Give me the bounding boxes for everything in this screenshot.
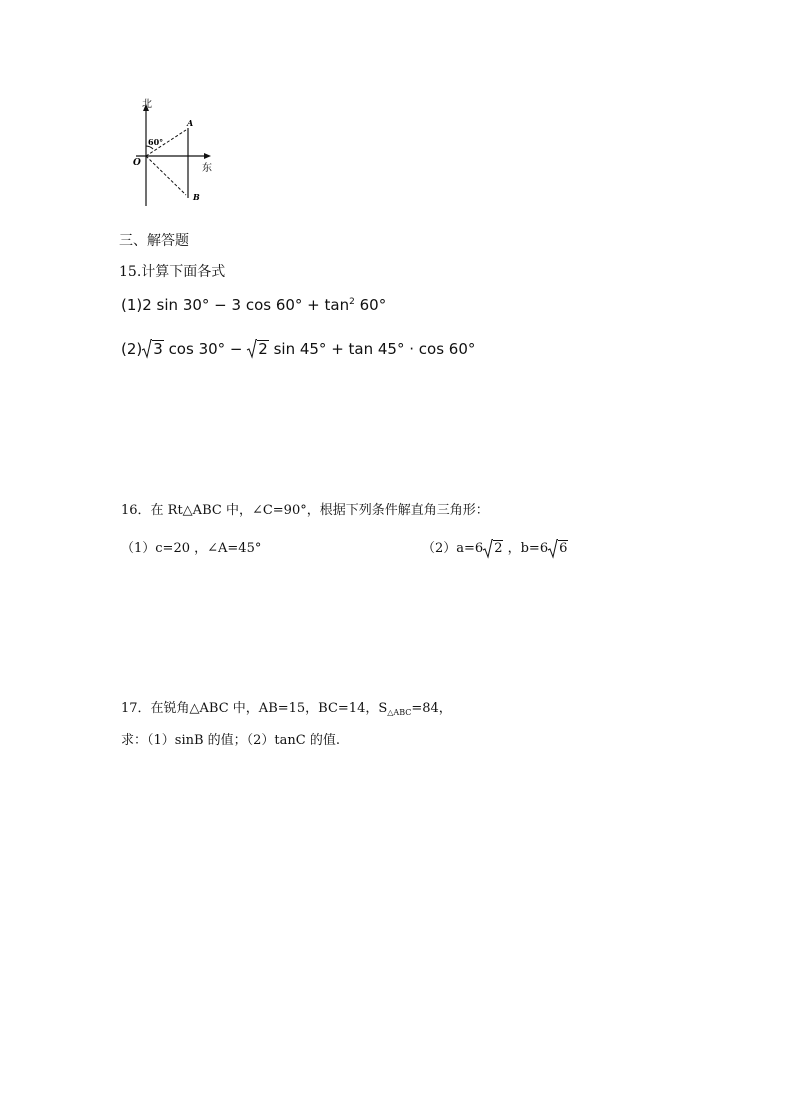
formula-2-prefix: (2) xyxy=(121,340,143,358)
part-2-a-label: （2）a=6 xyxy=(422,541,484,556)
q17-prefix: 17．在锐角△ABC 中，AB=15，BC=14，S xyxy=(121,701,388,716)
radical-sign-icon xyxy=(548,539,558,558)
question-15-formula-2 xyxy=(121,340,475,358)
question-15-formula-1 xyxy=(121,296,386,314)
question-15-title: 15.计算下面各式 xyxy=(119,264,226,280)
origin-label: O xyxy=(133,158,141,168)
part-2-b-label: ，b=6 xyxy=(503,541,549,556)
compass-figure xyxy=(122,98,222,208)
sqrt-2-a: 2 xyxy=(483,540,503,557)
sqrt-6-b: 6 xyxy=(548,540,568,557)
question-16-title: 16．在 Rt△ABC 中，∠C=90°，根据下列条件解直角三角形： xyxy=(121,503,489,518)
sqrt-2: 2 xyxy=(247,340,269,358)
q17-subscript: △ABC xyxy=(387,708,412,717)
sqrt-3: 3 xyxy=(142,340,164,358)
east-arrow xyxy=(204,153,211,159)
q17-suffix: =84， xyxy=(411,701,452,716)
question-17-line-1 xyxy=(121,697,452,717)
question-16-part-2 xyxy=(422,537,568,557)
point-a-label: A xyxy=(187,118,194,128)
north-label: 北 xyxy=(142,99,152,110)
formula-2-mid-2: sin 45° + tan 45° · cos 60° xyxy=(268,340,476,358)
formula-2-mid-1: cos 30° − xyxy=(163,340,248,358)
angle-label: 60° xyxy=(148,137,164,147)
formula-1-suffix: 60° xyxy=(354,296,387,314)
point-b-label: B xyxy=(193,192,200,202)
radical-sign-icon xyxy=(247,339,257,358)
radical-sign-icon xyxy=(483,539,493,558)
radical-sign-icon xyxy=(142,339,152,358)
section-heading: 三、解答题 xyxy=(119,233,189,249)
formula-1-exponent: 2 xyxy=(349,297,355,307)
dashed-ob xyxy=(146,156,186,195)
question-17-line-2: 求：（1）sinB 的值；（2）tanC 的值. xyxy=(121,733,340,748)
formula-1-prefix: (1)2 sin 30° − 3 cos 60° + tan xyxy=(121,296,350,314)
east-label: 东 xyxy=(202,163,212,174)
question-16-part-1: （1）c=20 ，∠A=45° xyxy=(121,541,262,556)
